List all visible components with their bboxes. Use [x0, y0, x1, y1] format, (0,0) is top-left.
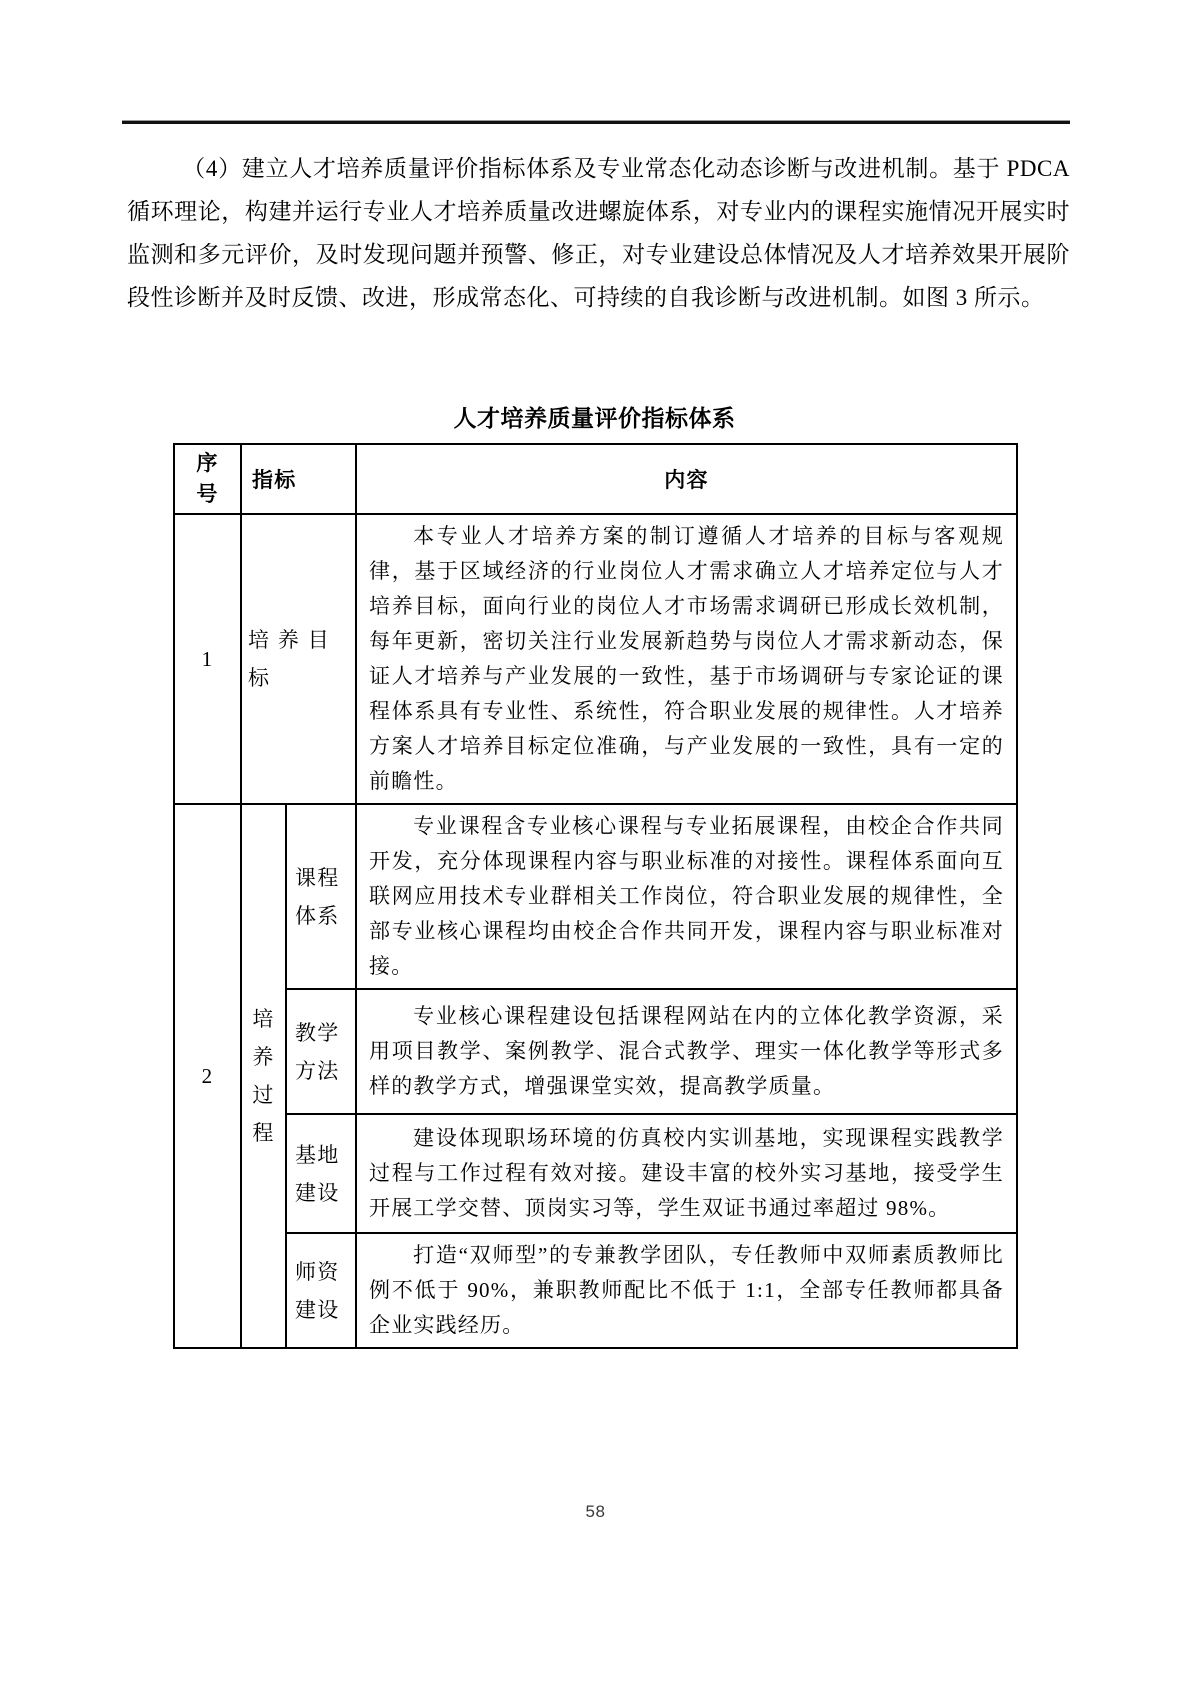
row2-subindicator-cell-base: [286, 1114, 356, 1233]
row1-indicator-label: 培养目标: [248, 628, 330, 690]
row1-no-cell: [174, 514, 241, 804]
row2-content-cell-base: [356, 1114, 1017, 1233]
subindicator-teaching-label: 教学方法: [295, 1020, 340, 1083]
row2-subindicator-cell-teaching: [286, 989, 356, 1114]
evaluation-indicator-table: [173, 443, 1018, 1349]
row2-indicator-label: 培养过程: [252, 1007, 275, 1145]
subcontent-teaching: 专业核心课程建设包括课程网站在内的立体化教学资源，采用项目教学、案例教学、混合式教学、理实一体化教学等形式多样的教学方式，增强课堂实效，提高教学质量。: [369, 1004, 1004, 1098]
row2-content-cell-curriculum: [356, 804, 1017, 989]
header-divider-rule: [122, 120, 1070, 124]
header-content-label: 内容: [664, 468, 709, 492]
subcontent-base: 建设体现职场环境的仿真校内实训基地，实现课程实践教学过程与工作过程有效对接。建设丰富的校外实习基地，接受学生开展工学交替、顶岗实习等，学生双证书通过率超过 98%。: [369, 1126, 1004, 1220]
table-row: [174, 514, 1017, 804]
table-row: [174, 1114, 1017, 1233]
row2-content-cell-faculty: [356, 1233, 1017, 1348]
header-no-label: 序号: [196, 451, 219, 506]
page-number: 58: [585, 1502, 606, 1521]
row2-subindicator-cell-faculty: [286, 1233, 356, 1348]
header-cell-content: [356, 444, 1017, 514]
header-indicator-label: 指标: [252, 468, 297, 492]
table-title: 人才培养质量评价指标体系: [453, 406, 736, 431]
row2-no-cell: [174, 804, 241, 1348]
subindicator-faculty-label: 师资建设: [295, 1259, 340, 1322]
row2-content-cell-teaching: [356, 989, 1017, 1114]
row1-no: 1: [201, 646, 214, 671]
table-header-row: [174, 444, 1017, 514]
table-row: [174, 989, 1017, 1114]
table-row: [174, 804, 1017, 989]
row2-indicator-cell: [241, 804, 286, 1348]
subcontent-curriculum: 专业课程含专业核心课程与专业拓展课程，由校企合作共同开发，充分体现课程内容与职业标准的对接性。课程体系面向互联网应用技术专业群相关工作岗位，符合职业发展的规律性，全部专业核心课程均由校企合作共同开发，课程内容与职业标准对接。: [369, 814, 1004, 978]
subindicator-curriculum-label: 课程体系: [295, 865, 340, 928]
row2-subindicator-cell-curriculum: [286, 804, 356, 989]
row2-no: 2: [201, 1063, 214, 1088]
table-row: [174, 1233, 1017, 1348]
row1-content: 本专业人才培养方案的制订遵循人才培养的目标与客观规律，基于区域经济的行业岗位人才需求确立人才培养定位与人才培养目标，面向行业的岗位人才市场需求调研已形成长效机制，每年更新，密切关注行业发展新趋势与岗位人才需求新动态，保证人才培养与产业发展的一致性，基于市场调研与专家论证的课程体系具有专业性、系统性，符合职业发展的规律性。人才培养方案人才培养目标定位准确，与产业发展的一致性，具有一定的前瞻性。: [369, 524, 1004, 793]
row1-indicator-cell: [241, 514, 356, 804]
row1-content-cell: [356, 514, 1017, 804]
header-cell-no: [174, 444, 241, 514]
subcontent-faculty: 打造“双师型”的专兼教学团队，专任教师中双师素质教师比例不低于 90%，兼职教师配比不低于 1:1，全部专任教师都具备企业实践经历。: [369, 1243, 1004, 1337]
body-paragraph: （4）建立人才培养质量评价指标体系及专业常态化动态诊断与改进机制。基于 PDCA 循环理论，构建并运行专业人才培养质量改进螺旋体系，对专业内的课程实施情况开展实时监测和多元评价，及时发现问题并预警、修正，对专业建设总体情况及人才培养效果开展阶段性诊断并及时反馈、改进，形成常态化、可持续的自我诊断与改进机制。如图 3 所示。: [127, 156, 1070, 310]
subindicator-base-label: 基地建设: [295, 1142, 340, 1205]
header-cell-indicator: [241, 444, 356, 514]
